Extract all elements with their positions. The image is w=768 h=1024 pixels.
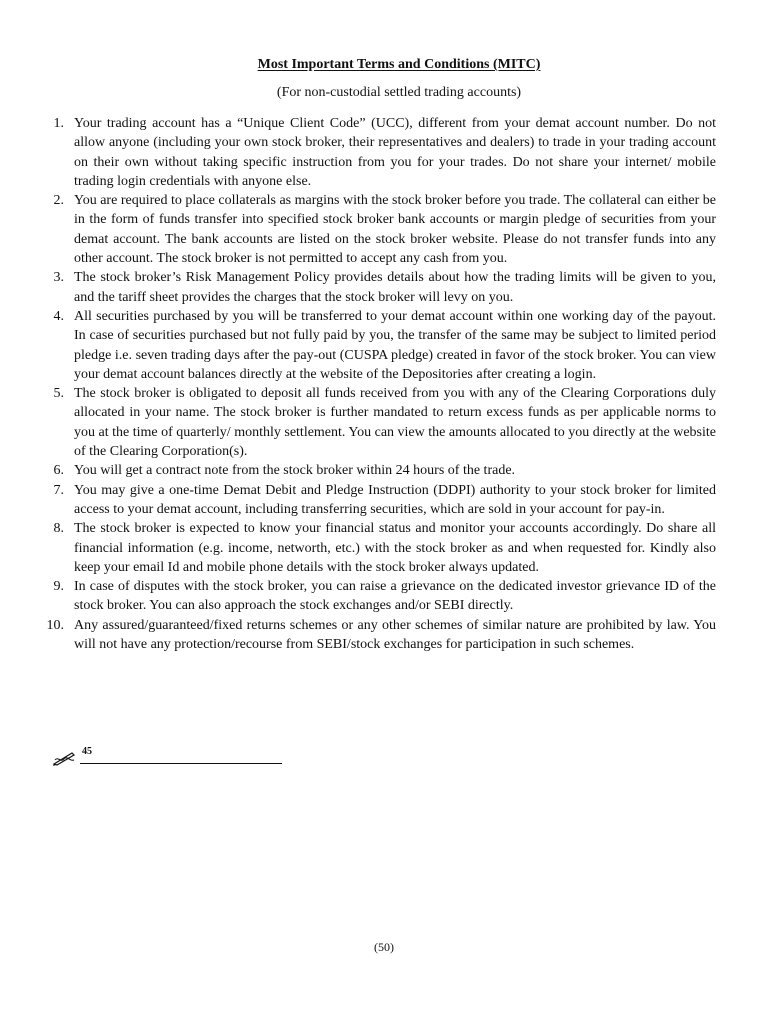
term-item [44,384,716,461]
term-number: 6. [53,463,64,479]
term-text: The stock broker is expected to know your financial status and monitor your accounts accordingly. Do share all financial information (e.g. income, networth, etc.) with the stock broker as and when requested for. Kindly also keep your email Id and mobile phone details with the stock broker always updated. [74,521,716,575]
term-text: All securities purchased by you will be transferred to your demat account within one working day of the payout. In case of securities purchased but not fully paid by you, the transfer of the same may be subject to limited period pledge i.e. seven trading days after the pay-out (CUSPA pledge) created in favor of the stock broker. You can view your demat account balances directly at the website of the Depositories after creating a login. [74,308,716,382]
terms-list [44,114,716,654]
term-text: The stock broker’s Risk Management Policy provides details about how the trading limits will be given to you, and the tariff sheet provides the charges that the stock broker will levy on you. [74,270,716,305]
term-number: 2. [53,193,64,209]
term-item [44,481,716,520]
signature-block [52,746,292,768]
term-text: You will get a contract note from the stock broker within 24 hours of the trade. [74,463,516,479]
term-item [44,519,716,577]
term-item [44,114,716,191]
term-number: 10. [46,617,64,633]
term-item [44,268,716,307]
document-title: Most Important Terms and Conditions (MITC) [257,57,541,72]
document-subtitle: (For non-custodial settled trading accounts) [276,85,522,100]
term-text: You may give a one-time Demat Debit and Pledge Instruction (DDPI) authority to your stock broker for limited access to your demat account, including transferring securities, which are sold in your account for pay-in. [74,482,716,517]
term-text: Your trading account has a “Unique Client Code” (UCC), different from your demat account number. Do not allow anyone (including your own stock broker, their representatives and dealers) to trade in your trading account on their own without taking specific instruction from you for your trades. Do not share your internet/ mobile trading login credentials with anyone else. [74,116,716,189]
term-number: 8. [53,521,64,537]
term-text: Any assured/guaranteed/fixed returns schemes or any other schemes of similar nature are prohibited by law. You will not have any protection/recourse from SEBI/stock exchanges for participation in such schemes. [74,617,716,653]
term-number: 9. [53,579,64,595]
term-text: In case of disputes with the stock broker, you can raise a grievance on the dedicated investor grievance ID of the stock broker. You can also approach the stock exchanges and/or SEBI directly. [74,579,716,614]
signature-number: 45 [82,746,92,757]
term-number: 7. [53,482,64,498]
term-item [44,461,716,480]
term-text: The stock broker is obligated to deposit all funds received from you with any of the Clearing Corporations duly allocated in your name. The stock broker is further mandated to return excess funds as per applicable norms to you at the time of quarterly/ monthly settlement. You can view the amounts allocated to you directly at the website of the Clearing Corporation(s). [74,386,716,460]
term-number: 4. [53,308,64,324]
term-number: 1. [53,116,64,131]
term-item [44,191,716,268]
term-text: You are required to place collaterals as margins with the stock broker before you trade. The collateral can either be in the form of funds transfer into specified stock broker bank accounts or margin pledge of securities from your demat account. The bank accounts are listed on the stock broker website. Please do not transfer funds into any other account. The stock broker is not permitted to accept any cash from you. [74,193,716,267]
term-item [44,616,716,655]
term-item [44,577,716,616]
term-number: 5. [53,386,64,402]
signature-line[interactable] [80,763,282,764]
term-item [44,307,716,384]
pen-signature-icon [52,750,76,766]
term-number: 3. [53,270,64,286]
page-number: (50) [374,940,394,954]
